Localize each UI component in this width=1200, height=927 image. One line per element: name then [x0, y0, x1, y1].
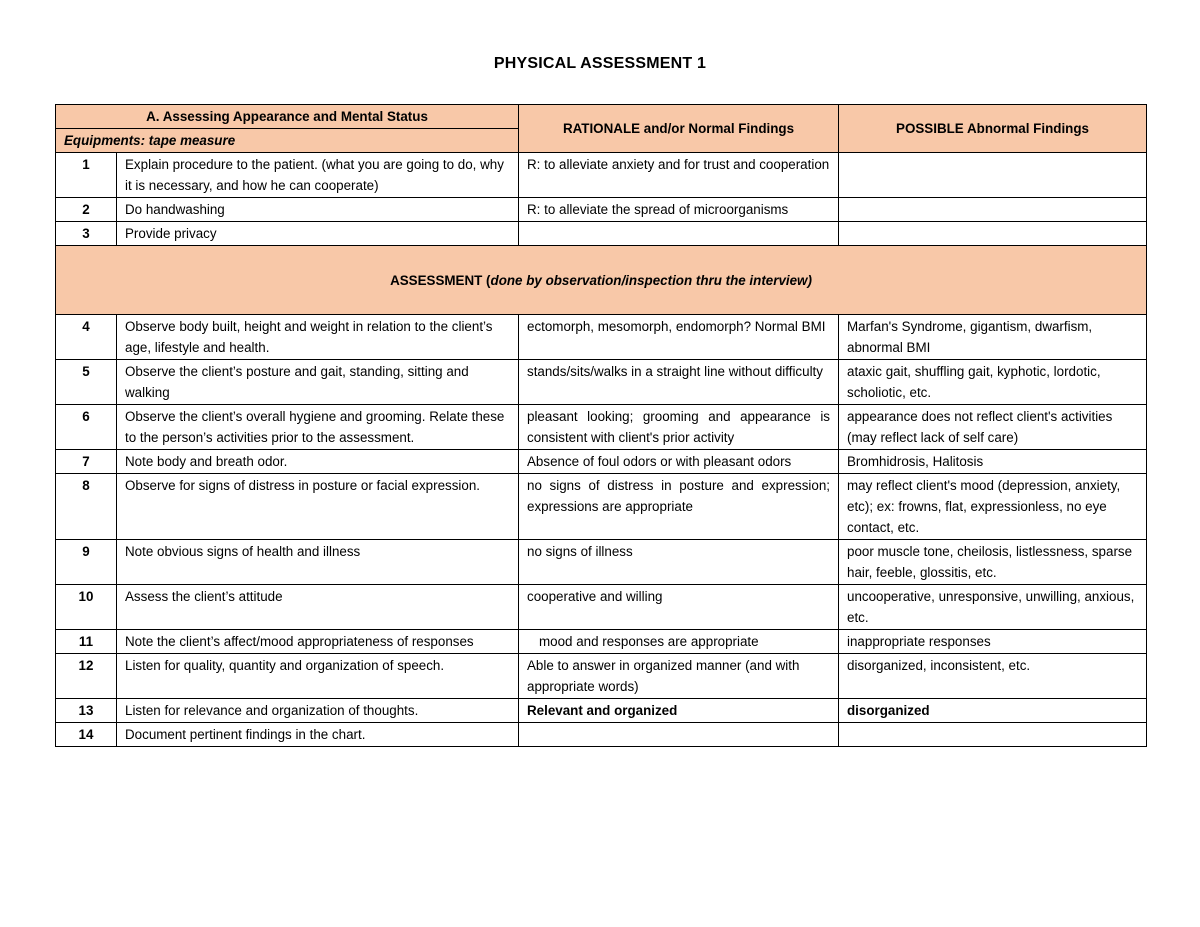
- procedure-cell: Observe body built, height and weight in relation to the client’s age, lifestyle and health.: [117, 315, 519, 360]
- banner-italic: done by observation/inspection thru the interview): [490, 272, 812, 288]
- assessment-banner: [56, 246, 1147, 315]
- procedure-cell: Do handwashing: [117, 198, 519, 222]
- row-number: 10: [56, 585, 117, 630]
- row-number: 1: [56, 153, 117, 198]
- procedure-cell: Listen for quality, quantity and organization of speech.: [117, 654, 519, 699]
- assessment-table: [55, 104, 1147, 747]
- procedure-cell: Explain procedure to the patient. (what you are going to do, why it is necessary, and how he can cooperate): [117, 153, 519, 198]
- procedure-cell: Provide privacy: [117, 222, 519, 246]
- abnormal-cell: Marfan's Syndrome, gigantism, dwarfism, abnormal BMI: [839, 315, 1147, 360]
- row-number: 12: [56, 654, 117, 699]
- rationale-cell: R: to alleviate anxiety and for trust and cooperation: [519, 153, 839, 198]
- table-row: [56, 585, 1147, 630]
- row-number: 6: [56, 405, 117, 450]
- row-number: 5: [56, 360, 117, 405]
- abnormal-cell: disorganized: [839, 699, 1147, 723]
- row-number: 8: [56, 474, 117, 540]
- abnormal-cell: [839, 222, 1147, 246]
- row-number: 3: [56, 222, 117, 246]
- rationale-cell: Relevant and organized: [519, 699, 839, 723]
- abnormal-cell: [839, 198, 1147, 222]
- procedure-cell: Note obvious signs of health and illness: [117, 540, 519, 585]
- rationale-cell: mood and responses are appropriate: [519, 630, 839, 654]
- rationale-cell: cooperative and willing: [519, 585, 839, 630]
- abnormal-cell: uncooperative, unresponsive, unwilling, anxious, etc.: [839, 585, 1147, 630]
- row-number: 2: [56, 198, 117, 222]
- abnormal-cell: Bromhidrosis, Halitosis: [839, 450, 1147, 474]
- table-row: [56, 630, 1147, 654]
- section-label: A. Assessing Appearance and Mental Status: [56, 105, 519, 129]
- table-row: [56, 315, 1147, 360]
- abnormal-cell: may reflect client's mood (depression, anxiety, etc); ex: frowns, flat, expressionless, no eye contact, etc.: [839, 474, 1147, 540]
- table-row: [56, 699, 1147, 723]
- table-row: [56, 723, 1147, 747]
- row-number: 13: [56, 699, 117, 723]
- procedure-cell: Observe the client’s overall hygiene and grooming. Relate these to the person’s activities prior to the assessment.: [117, 405, 519, 450]
- rationale-cell: Absence of foul odors or with pleasant odors: [519, 450, 839, 474]
- table-row: [56, 198, 1147, 222]
- row-number: 7: [56, 450, 117, 474]
- row-number: 9: [56, 540, 117, 585]
- rationale-cell: ectomorph, mesomorph, endomorph? Normal BMI: [519, 315, 839, 360]
- abnormal-cell: ataxic gait, shuffling gait, kyphotic, lordotic, scholiotic, etc.: [839, 360, 1147, 405]
- abnormal-cell: disorganized, inconsistent, etc.: [839, 654, 1147, 699]
- abnormal-header: POSSIBLE Abnormal Findings: [839, 105, 1147, 153]
- abnormal-cell: poor muscle tone, cheilosis, listlessness, sparse hair, feeble, glossitis, etc.: [839, 540, 1147, 585]
- table-row: [56, 360, 1147, 405]
- rationale-header: RATIONALE and/or Normal Findings: [519, 105, 839, 153]
- rationale-cell: no signs of illness: [519, 540, 839, 585]
- rationale-cell: stands/sits/walks in a straight line without difficulty: [519, 360, 839, 405]
- table-row: [56, 654, 1147, 699]
- procedure-cell: Note body and breath odor.: [117, 450, 519, 474]
- rationale-cell: Able to answer in organized manner (and with appropriate words): [519, 654, 839, 699]
- rationale-cell: [519, 723, 839, 747]
- rationale-cell: no signs of distress in posture and expression; expressions are appropriate: [519, 474, 839, 540]
- table-row: [56, 153, 1147, 198]
- row-number: 4: [56, 315, 117, 360]
- rationale-cell: [519, 222, 839, 246]
- procedure-cell: Assess the client’s attitude: [117, 585, 519, 630]
- equipment-label: Equipments: tape measure: [56, 129, 519, 153]
- procedure-cell: Observe the client’s posture and gait, standing, sitting and walking: [117, 360, 519, 405]
- rationale-cell: pleasant looking; grooming and appearance is consistent with client's prior activity: [519, 405, 839, 450]
- abnormal-cell: appearance does not reflect client's activities (may reflect lack of self care): [839, 405, 1147, 450]
- abnormal-cell: [839, 723, 1147, 747]
- table-row: [56, 450, 1147, 474]
- row-number: 14: [56, 723, 117, 747]
- header-row-1: [56, 105, 1147, 129]
- table-row: [56, 405, 1147, 450]
- procedure-cell: Observe for signs of distress in posture or facial expression.: [117, 474, 519, 540]
- abnormal-cell: inappropriate responses: [839, 630, 1147, 654]
- procedure-cell: Listen for relevance and organization of thoughts.: [117, 699, 519, 723]
- table-row: [56, 222, 1147, 246]
- table-row: [56, 540, 1147, 585]
- table-row: [56, 474, 1147, 540]
- rationale-cell: R: to alleviate the spread of microorganisms: [519, 198, 839, 222]
- procedure-cell: Note the client’s affect/mood appropriateness of responses: [117, 630, 519, 654]
- procedure-cell: Document pertinent findings in the chart.: [117, 723, 519, 747]
- banner-row: [56, 246, 1147, 315]
- row-number: 11: [56, 630, 117, 654]
- page-title: PHYSICAL ASSESSMENT 1: [493, 55, 707, 72]
- banner-main: ASSESSMENT (: [390, 272, 491, 288]
- abnormal-cell: [839, 153, 1147, 198]
